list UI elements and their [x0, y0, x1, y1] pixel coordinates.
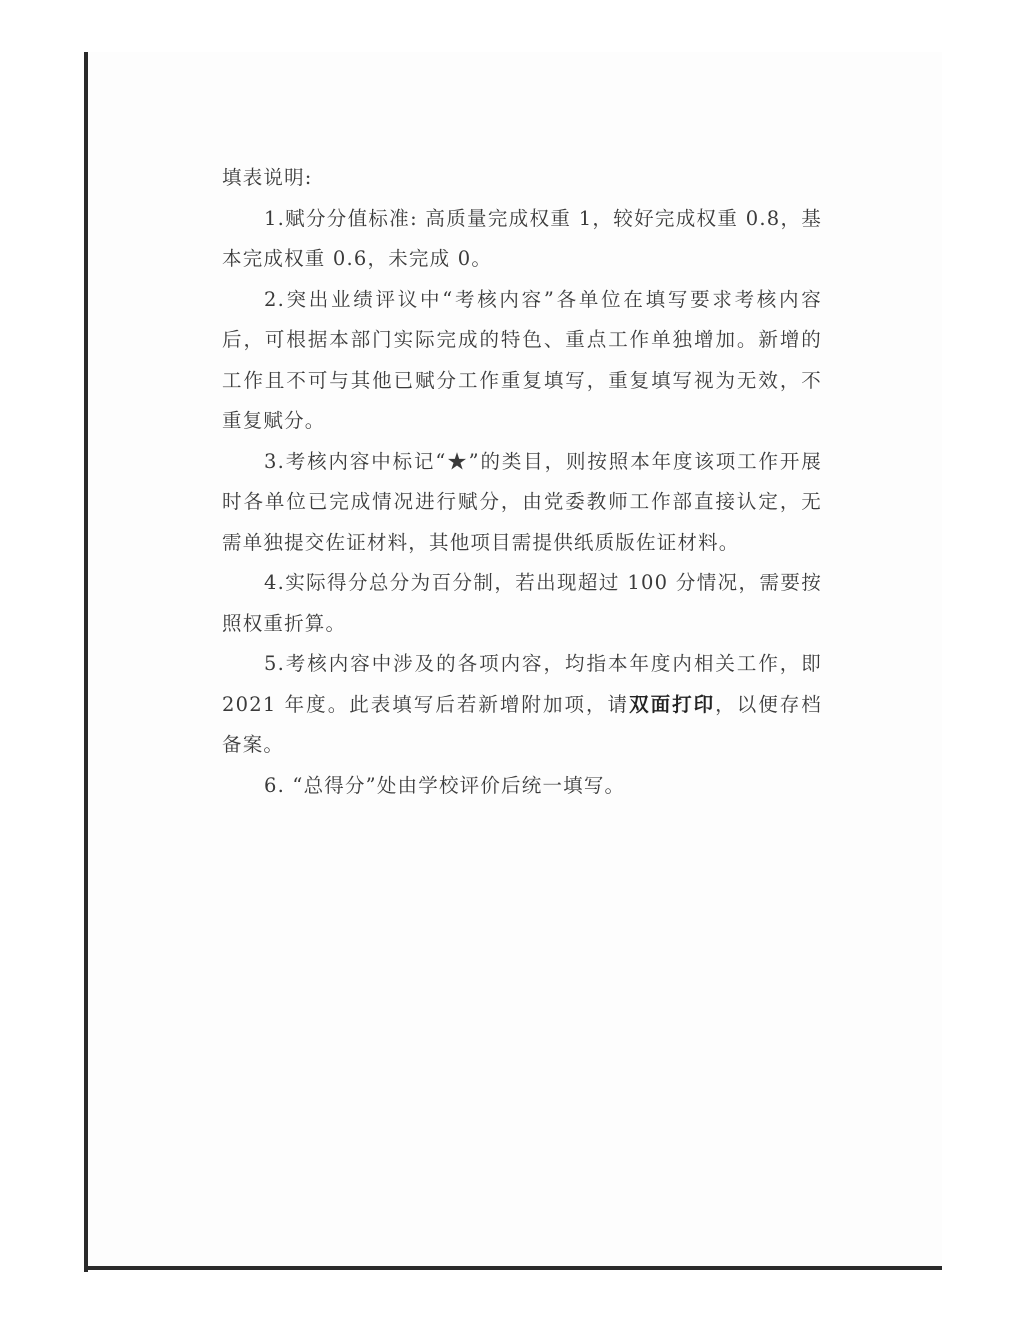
instruction-item-3: 3.考核内容中标记“★”的类目，则按照本年度该项工作开展时各单位已完成情况进行赋分，由党委教师工作部直接认定，无需单独提交佐证材料，其他项目需提供纸质版佐证材料。: [222, 449, 822, 554]
instruction-item-6: 6. “总得分”处由学校评价后统一填写。: [264, 773, 626, 797]
instruction-item-5-tail: ，以便存档备案。: [222, 692, 822, 756]
instruction-item-5-text: 5.考核内容中涉及的各项内容，均指本年度内相关工作，即 2021 年度。此表填写后若新增附加项，请: [222, 652, 822, 716]
instruction-item-4: 4.实际得分总分为百分制，若出现超过 100 分情况，需要按照权重折算。: [222, 571, 822, 635]
instruction-item-5-emphasis: 双面打印: [629, 692, 716, 716]
instruction-item-1: 1.赋分分值标准: 高质量完成权重 1，较好完成权重 0.8，基本完成权重 0.6，未完成 0。: [222, 206, 822, 270]
page-edge-bottom: [84, 1266, 942, 1270]
instruction-item-2: 2.突出业绩评议中“考核内容”各单位在填写要求考核内容后，可根据本部门实际完成的特色、重点工作单独增加。新增的工作且不可与其他已赋分工作重复填写，重复填写视为无效，不重复赋分。: [222, 287, 822, 432]
instructions-title: 填表说明:: [222, 166, 313, 189]
page-edge-left: [84, 52, 88, 1272]
instruction-item-5: [222, 644, 822, 766]
instructions-content: [222, 158, 822, 806]
